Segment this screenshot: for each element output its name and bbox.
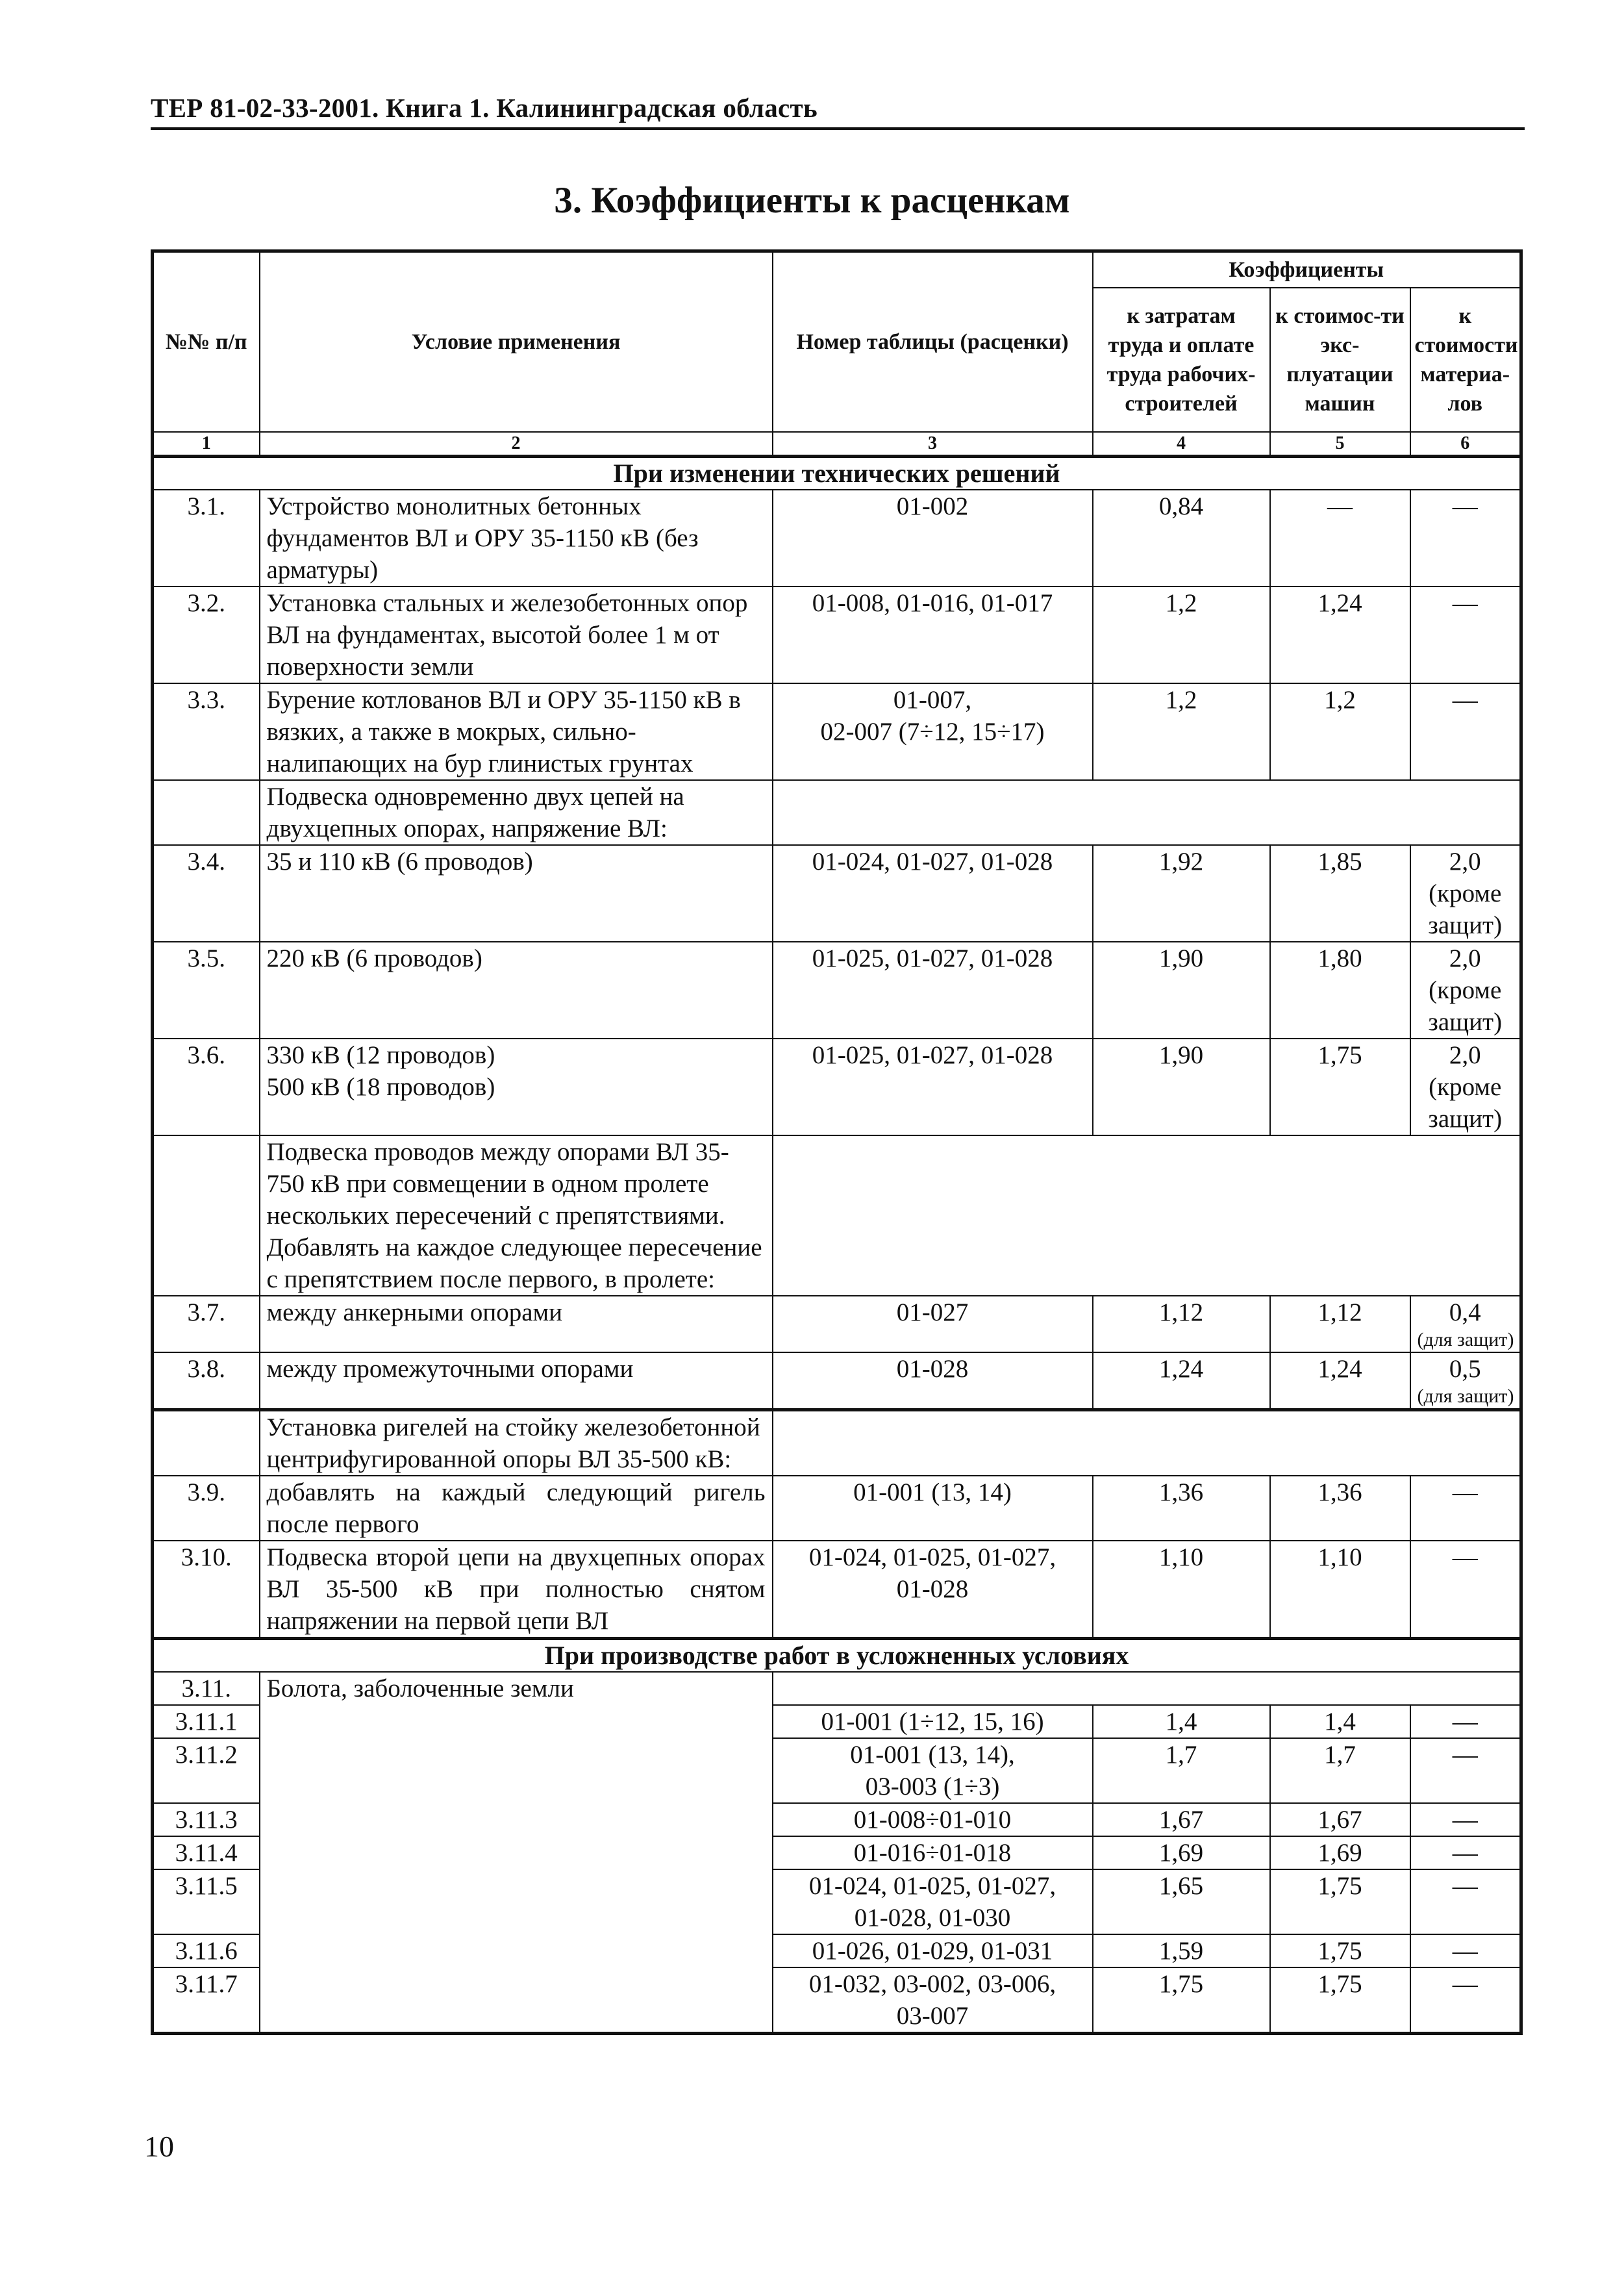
materials-note: (для защит) xyxy=(1417,1329,1514,1350)
table-number-line: 01-007, xyxy=(893,686,972,714)
group-condition: Установка ригелей на стойку железобетонной центрифугированной опоры ВЛ 35-500 кВ: xyxy=(260,1410,773,1476)
materials-note: (кроме xyxy=(1429,976,1502,1004)
table-row xyxy=(153,1039,1521,1135)
row-table-number: 01-002 xyxy=(773,490,1093,587)
materials-note: (кроме xyxy=(1429,1073,1502,1101)
column-header-materials: к стоимости материа-лов xyxy=(1410,288,1521,432)
row-condition: Устройство монолитных бетонных фундаментов ВЛ и ОРУ 35-1150 кВ (без арматуры) xyxy=(260,490,773,587)
empty-cell xyxy=(153,780,260,845)
row-number: 3.11.3 xyxy=(153,1803,260,1836)
row-number: 3.5. xyxy=(153,942,260,1039)
row-condition xyxy=(260,1039,773,1135)
table-row xyxy=(153,587,1521,683)
row-labor-coefficient: 1,67 xyxy=(1093,1803,1270,1836)
row-condition: Подвеска второй цепи на двухцепных опорах ВЛ 35-500 кВ при полностью снятом напряжении на первой цепи ВЛ xyxy=(260,1541,773,1639)
row-number: 3.4. xyxy=(153,845,260,942)
table-row xyxy=(153,942,1521,1039)
empty-cell xyxy=(773,1672,1521,1705)
group-condition: Подвеска одновременно двух цепей на двухцепных опорах, напряжение ВЛ: xyxy=(260,780,773,845)
row-materials-coefficient xyxy=(1410,1352,1521,1410)
table-number-line: 02-007 (7÷12, 15÷17) xyxy=(820,718,1045,746)
table-row xyxy=(153,490,1521,587)
row-table-number: 01-027 xyxy=(773,1296,1093,1352)
section-heading: При производстве работ в усложненных условиях xyxy=(153,1639,1521,1673)
row-number: 3.10. xyxy=(153,1541,260,1639)
row-table-number: 01-016÷01-018 xyxy=(773,1836,1093,1869)
table-number-line: 01-028, 01-030 xyxy=(854,1904,1011,1932)
column-header-table-number: Номер таблицы (расценки) xyxy=(773,251,1093,433)
running-header: ТЕР 81-02-33-2001. Книга 1. Калининградская область xyxy=(151,93,818,123)
table-row xyxy=(153,1296,1521,1352)
row-table-number xyxy=(773,1967,1093,2034)
row-machines-coefficient: 1,80 xyxy=(1270,942,1410,1039)
row-machines-coefficient: 1,12 xyxy=(1270,1296,1410,1352)
row-labor-coefficient: 1,2 xyxy=(1093,683,1270,780)
row-number: 3.3. xyxy=(153,683,260,780)
row-labor-coefficient: 1,90 xyxy=(1093,942,1270,1039)
page-number: 10 xyxy=(144,2130,174,2163)
column-number: 4 xyxy=(1093,432,1270,457)
group-header-row xyxy=(153,1135,1521,1296)
row-condition: между анкерными опорами xyxy=(260,1296,773,1352)
row-materials-coefficient: — xyxy=(1410,1476,1521,1541)
table-row xyxy=(153,1476,1521,1541)
materials-value: 0,4 xyxy=(1449,1298,1481,1326)
row-machines-coefficient: 1,24 xyxy=(1270,587,1410,683)
column-number: 5 xyxy=(1270,432,1410,457)
row-condition: Бурение котлованов ВЛ и ОРУ 35-1150 кВ в вязких, а также в мокрых, сильно-налипающих на бур глинистых грунтах xyxy=(260,683,773,780)
condition-line: 500 кВ (18 проводов) xyxy=(266,1073,495,1101)
empty-cell xyxy=(773,1410,1521,1476)
row-condition: 35 и 110 кВ (6 проводов) xyxy=(260,845,773,942)
row-materials-coefficient: — xyxy=(1410,587,1521,683)
table-row xyxy=(153,683,1521,780)
row-materials-coefficient xyxy=(1410,1039,1521,1135)
row-materials-coefficient: — xyxy=(1410,1803,1521,1836)
materials-value: 2,0 xyxy=(1449,848,1481,876)
row-machines-coefficient: 1,4 xyxy=(1270,1705,1410,1738)
empty-cell xyxy=(153,1135,260,1296)
row-table-number xyxy=(773,683,1093,780)
column-header-num: №№ п/п xyxy=(153,251,260,433)
row-number: 3.8. xyxy=(153,1352,260,1410)
materials-value: 0,5 xyxy=(1449,1355,1481,1383)
row-materials-coefficient: — xyxy=(1410,1738,1521,1803)
materials-note: (для защит) xyxy=(1417,1385,1514,1407)
row-machines-coefficient: 1,75 xyxy=(1270,1039,1410,1135)
row-number: 3.2. xyxy=(153,587,260,683)
column-header-machines: к стоимос-ти экс-плуатации машин xyxy=(1270,288,1410,432)
row-table-number: 01-025, 01-027, 01-028 xyxy=(773,942,1093,1039)
row-labor-coefficient: 1,75 xyxy=(1093,1967,1270,2034)
row-labor-coefficient: 1,12 xyxy=(1093,1296,1270,1352)
row-machines-coefficient: 1,75 xyxy=(1270,1869,1410,1934)
row-labor-coefficient: 1,2 xyxy=(1093,587,1270,683)
row-number: 3.1. xyxy=(153,490,260,587)
row-table-number xyxy=(773,1869,1093,1934)
table-number-line: 01-032, 03-002, 03-006, xyxy=(808,1970,1056,1998)
column-number: 6 xyxy=(1410,432,1521,457)
coefficients-table xyxy=(151,249,1523,2035)
row-materials-coefficient: — xyxy=(1410,683,1521,780)
row-table-number xyxy=(773,1541,1093,1639)
row-table-number: 01-008, 01-016, 01-017 xyxy=(773,587,1093,683)
row-materials-coefficient: — xyxy=(1410,490,1521,587)
row-machines-coefficient: 1,85 xyxy=(1270,845,1410,942)
row-table-number: 01-026, 01-029, 01-031 xyxy=(773,1934,1093,1967)
row-labor-coefficient: 1,69 xyxy=(1093,1836,1270,1869)
row-table-number: 01-024, 01-027, 01-028 xyxy=(773,845,1093,942)
group-header-row xyxy=(153,1410,1521,1476)
column-header-coefficients: Коэффициенты xyxy=(1093,251,1521,288)
row-condition: Установка стальных и железобетонных опор ВЛ на фундаментах, высотой более 1 м от поверхности земли xyxy=(260,587,773,683)
materials-note: защит) xyxy=(1428,1105,1503,1133)
row-machines-coefficient: 1,7 xyxy=(1270,1738,1410,1803)
coefficients-table-wrap xyxy=(151,249,1519,2035)
row-table-number: 01-001 (1÷12, 15, 16) xyxy=(773,1705,1093,1738)
row-table-number: 01-028 xyxy=(773,1352,1093,1410)
header-rule xyxy=(151,127,1525,130)
row-table-number: 01-001 (13, 14) xyxy=(773,1476,1093,1541)
empty-cell xyxy=(773,780,1521,845)
materials-note: защит) xyxy=(1428,911,1503,939)
table-row xyxy=(153,1541,1521,1639)
row-labor-coefficient: 1,59 xyxy=(1093,1934,1270,1967)
section-row xyxy=(153,1639,1521,1673)
row-materials-coefficient: — xyxy=(1410,1705,1521,1738)
row-labor-coefficient: 1,24 xyxy=(1093,1352,1270,1410)
column-number: 3 xyxy=(773,432,1093,457)
section-title: 3. Коэффициенты к расценкам xyxy=(554,180,1070,221)
materials-note: (кроме xyxy=(1429,879,1502,907)
row-condition: Болота, заболоченные земли xyxy=(260,1672,773,2034)
row-materials-coefficient xyxy=(1410,845,1521,942)
table-number-line: 01-024, 01-025, 01-027, xyxy=(808,1543,1056,1571)
row-materials-coefficient: — xyxy=(1410,1869,1521,1934)
table-number-line: 01-028 xyxy=(896,1575,969,1603)
materials-note: защит) xyxy=(1428,1008,1503,1036)
table-number-line: 01-001 (13, 14), xyxy=(850,1741,1015,1769)
materials-value: 2,0 xyxy=(1449,1041,1481,1069)
row-machines-coefficient: 1,2 xyxy=(1270,683,1410,780)
row-materials-coefficient: — xyxy=(1410,1541,1521,1639)
group-header-row xyxy=(153,780,1521,845)
row-condition: 220 кВ (6 проводов) xyxy=(260,942,773,1039)
column-number: 1 xyxy=(153,432,260,457)
row-number: 3.11.6 xyxy=(153,1934,260,1967)
row-number: 3.11. xyxy=(153,1672,260,1705)
row-labor-coefficient: 0,84 xyxy=(1093,490,1270,587)
row-table-number: 01-025, 01-027, 01-028 xyxy=(773,1039,1093,1135)
row-labor-coefficient: 1,92 xyxy=(1093,845,1270,942)
row-number: 3.6. xyxy=(153,1039,260,1135)
row-labor-coefficient: 1,10 xyxy=(1093,1541,1270,1639)
table-number-line: 03-007 xyxy=(896,2002,969,2030)
table-row xyxy=(153,1672,1521,1705)
column-number: 2 xyxy=(260,432,773,457)
column-header-condition: Условие применения xyxy=(260,251,773,433)
row-table-number xyxy=(773,1738,1093,1803)
row-condition: между промежуточными опорами xyxy=(260,1352,773,1410)
row-materials-coefficient: — xyxy=(1410,1836,1521,1869)
row-labor-coefficient: 1,65 xyxy=(1093,1869,1270,1934)
group-condition: Подвеска проводов между опорами ВЛ 35-750 кВ при совмещении в одном пролете нескольких пересечений с препятствиями. Добавлять на каждое следующее пересечение с препятствием после первого, в пролете: xyxy=(260,1135,773,1296)
row-labor-coefficient: 1,7 xyxy=(1093,1738,1270,1803)
row-machines-coefficient: 1,75 xyxy=(1270,1967,1410,2034)
row-number: 3.11.4 xyxy=(153,1836,260,1869)
row-machines-coefficient: — xyxy=(1270,490,1410,587)
column-number-row xyxy=(153,432,1521,457)
row-table-number: 01-008÷01-010 xyxy=(773,1803,1093,1836)
row-number: 3.11.7 xyxy=(153,1967,260,2034)
row-machines-coefficient: 1,36 xyxy=(1270,1476,1410,1541)
row-machines-coefficient: 1,67 xyxy=(1270,1803,1410,1836)
table-number-line: 01-024, 01-025, 01-027, xyxy=(808,1872,1056,1900)
row-machines-coefficient: 1,24 xyxy=(1270,1352,1410,1410)
row-condition: добавлять на каждый следующий ригель после первого xyxy=(260,1476,773,1541)
row-materials-coefficient xyxy=(1410,942,1521,1039)
section-row xyxy=(153,457,1521,490)
empty-cell xyxy=(153,1410,260,1476)
row-number: 3.11.2 xyxy=(153,1738,260,1803)
row-labor-coefficient: 1,36 xyxy=(1093,1476,1270,1541)
row-number: 3.11.1 xyxy=(153,1705,260,1738)
column-header-labor: к затратам труда и оплате труда рабочих-строителей xyxy=(1093,288,1270,432)
materials-value: 2,0 xyxy=(1449,944,1481,972)
row-machines-coefficient: 1,75 xyxy=(1270,1934,1410,1967)
row-machines-coefficient: 1,69 xyxy=(1270,1836,1410,1869)
row-materials-coefficient: — xyxy=(1410,1934,1521,1967)
table-row xyxy=(153,1352,1521,1410)
row-number: 3.11.5 xyxy=(153,1869,260,1934)
row-number: 3.7. xyxy=(153,1296,260,1352)
condition-line: 330 кВ (12 проводов) xyxy=(266,1041,495,1069)
row-labor-coefficient: 1,4 xyxy=(1093,1705,1270,1738)
row-machines-coefficient: 1,10 xyxy=(1270,1541,1410,1639)
row-materials-coefficient xyxy=(1410,1296,1521,1352)
section-heading: При изменении технических решений xyxy=(153,457,1521,490)
table-row xyxy=(153,845,1521,942)
empty-cell xyxy=(773,1135,1521,1296)
row-materials-coefficient: — xyxy=(1410,1967,1521,2034)
row-labor-coefficient: 1,90 xyxy=(1093,1039,1270,1135)
table-number-line: 03-003 (1÷3) xyxy=(865,1773,1000,1801)
row-number: 3.9. xyxy=(153,1476,260,1541)
